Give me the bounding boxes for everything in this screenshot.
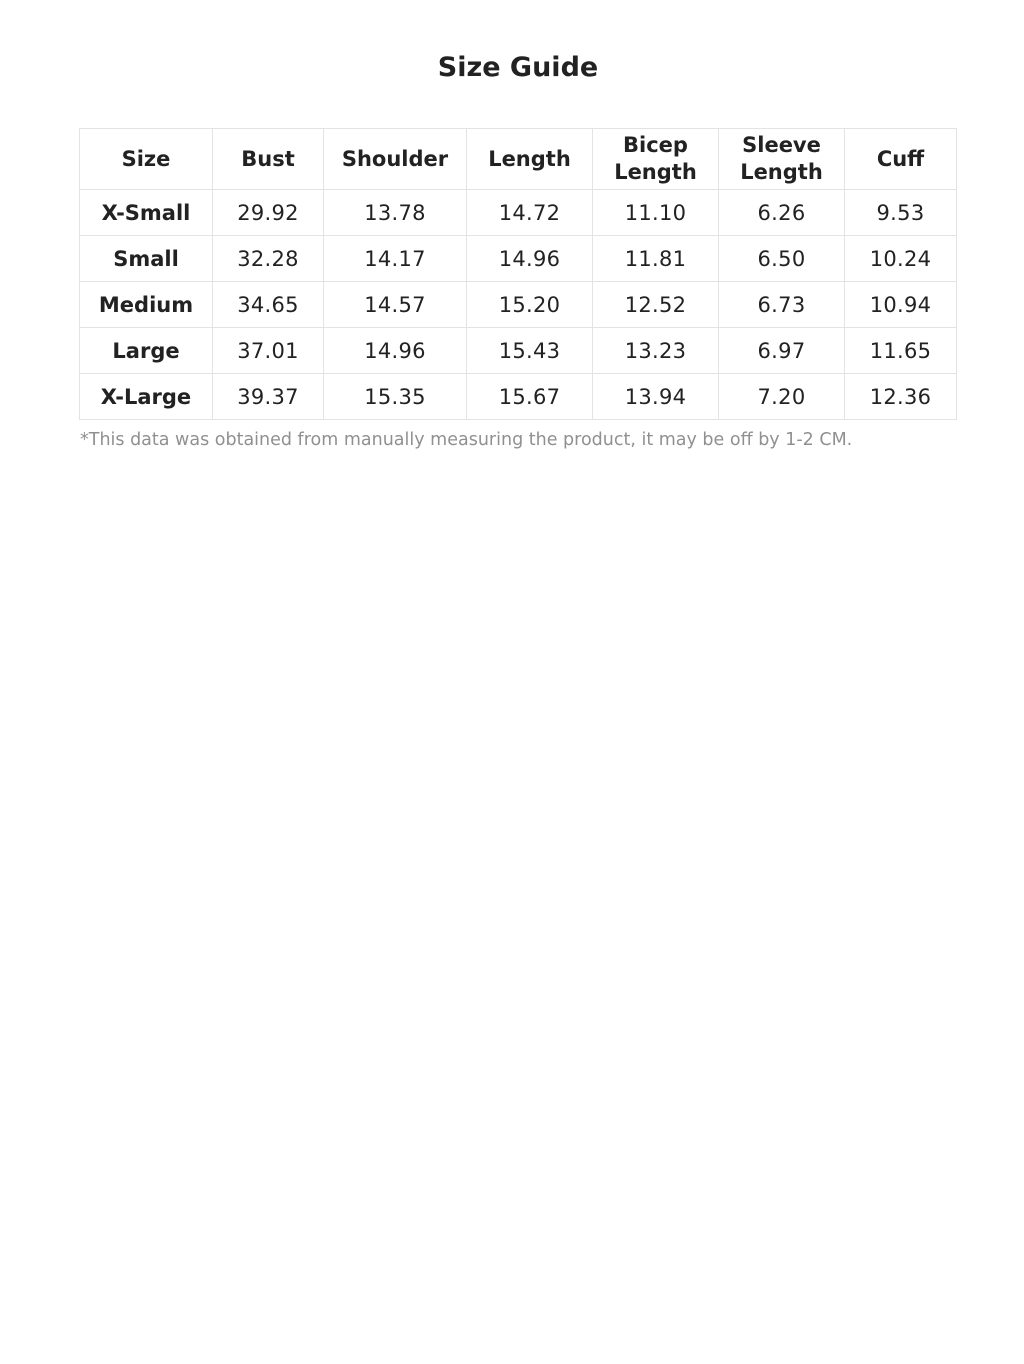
page-title: Size Guide bbox=[437, 52, 599, 83]
table-cell: 15.67 bbox=[467, 374, 593, 420]
table-cell: 14.72 bbox=[467, 190, 593, 236]
table-cell: 34.65 bbox=[213, 282, 324, 328]
header-sleeve-length: Sleeve Length bbox=[719, 129, 845, 190]
table-cell: 9.53 bbox=[845, 190, 957, 236]
table-row bbox=[80, 374, 957, 420]
table-cell: 13.94 bbox=[593, 374, 719, 420]
table-cell: 32.28 bbox=[213, 236, 324, 282]
table-cell: 15.35 bbox=[324, 374, 467, 420]
size-cell: Large bbox=[80, 328, 213, 374]
size-cell: Small bbox=[80, 236, 213, 282]
size-cell: X-Small bbox=[80, 190, 213, 236]
table-cell: 11.65 bbox=[845, 328, 957, 374]
table-cell: 14.17 bbox=[324, 236, 467, 282]
header-shoulder: Shoulder bbox=[324, 129, 467, 190]
table-cell: 37.01 bbox=[213, 328, 324, 374]
table-cell: 10.94 bbox=[845, 282, 957, 328]
table-cell: 11.81 bbox=[593, 236, 719, 282]
table-cell: 15.43 bbox=[467, 328, 593, 374]
header-length: Length bbox=[467, 129, 593, 190]
size-table bbox=[79, 128, 957, 420]
table-cell: 12.36 bbox=[845, 374, 957, 420]
table-cell: 14.57 bbox=[324, 282, 467, 328]
table-cell: 14.96 bbox=[324, 328, 467, 374]
table-cell: 39.37 bbox=[213, 374, 324, 420]
table-cell: 6.50 bbox=[719, 236, 845, 282]
table-cell: 29.92 bbox=[213, 190, 324, 236]
header-bicep-length: Bicep Length bbox=[593, 129, 719, 190]
table-row bbox=[80, 190, 957, 236]
header-bust: Bust bbox=[213, 129, 324, 190]
header-size: Size bbox=[80, 129, 213, 190]
table-cell: 6.26 bbox=[719, 190, 845, 236]
table-cell: 13.78 bbox=[324, 190, 467, 236]
size-cell: X-Large bbox=[80, 374, 213, 420]
table-cell: 11.10 bbox=[593, 190, 719, 236]
table-cell: 7.20 bbox=[719, 374, 845, 420]
header-cuff: Cuff bbox=[845, 129, 957, 190]
table-cell: 13.23 bbox=[593, 328, 719, 374]
table-cell: 6.97 bbox=[719, 328, 845, 374]
table-cell: 10.24 bbox=[845, 236, 957, 282]
table-cell: 15.20 bbox=[467, 282, 593, 328]
table-cell: 6.73 bbox=[719, 282, 845, 328]
table-row bbox=[80, 236, 957, 282]
table-row bbox=[80, 282, 957, 328]
table-header-row bbox=[80, 129, 957, 190]
table-row bbox=[80, 328, 957, 374]
size-cell: Medium bbox=[80, 282, 213, 328]
table-cell: 14.96 bbox=[467, 236, 593, 282]
table-cell: 12.52 bbox=[593, 282, 719, 328]
measurement-footnote: *This data was obtained from manually measuring the product, it may be off by 1-2 CM. bbox=[80, 430, 853, 450]
